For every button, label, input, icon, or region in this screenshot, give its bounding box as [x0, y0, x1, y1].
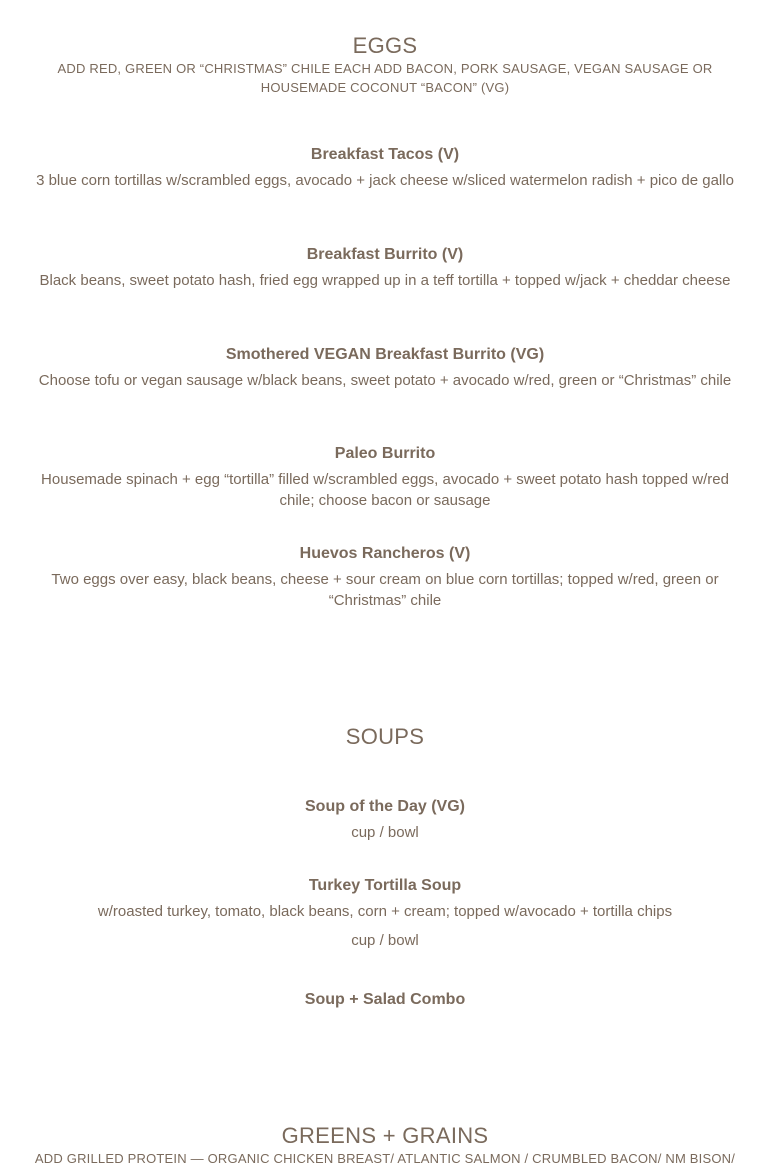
menu-item-description: Housemade spinach + egg “tortilla” filled w/scrambled eggs, avocado + sweet potato hash topped w/red chile; choose bacon or sausage [41, 471, 729, 509]
menu-item-name: Paleo Burrito [334, 445, 436, 462]
menu-item-name: Turkey Tortilla Soup [308, 877, 462, 894]
menu-item-description: 3 blue corn tortillas w/scrambled eggs, avocado + jack cheese w/sliced watermelon radish + pico de gallo [36, 172, 734, 189]
menu-item-size: cup / bowl [351, 824, 419, 841]
menu-item-name: Huevos Rancheros (V) [299, 545, 471, 562]
soups-title: SOUPS [345, 724, 425, 749]
menu-item-name: Breakfast Burrito (V) [306, 246, 464, 263]
eggs-note: ADD RED, GREEN OR “CHRISTMAS” CHILE EACH ADD BACON, PORK SAUSAGE, VEGAN SAUSAGE OR HOUSEMADE COCONUT “BACON” (VG) [57, 61, 713, 95]
menu-item-description: Black beans, sweet potato hash, fried egg wrapped up in a teff tortilla + topped w/jack + cheddar cheese [39, 272, 731, 289]
menu-item-name: Smothered VEGAN Breakfast Burrito (VG) [225, 346, 545, 363]
menu-item-size: cup / bowl [351, 932, 419, 949]
menu-item-name: Soup + Salad Combo [304, 991, 466, 1008]
greens-note: ADD GRILLED PROTEIN — ORGANIC CHICKEN BREAST/ ATLANTIC SALMON / CRUMBLED BACON/ NM BISON/ [34, 1151, 736, 1166]
menu-item-description: w/roasted turkey, tomato, black beans, corn + cream; topped w/avocado + tortilla chips [97, 903, 673, 920]
eggs-title: EGGS [352, 33, 418, 58]
menu-item-name: Soup of the Day (VG) [305, 798, 465, 815]
menu-item-description: Choose tofu or vegan sausage w/black beans, sweet potato + avocado w/red, green or “Christmas” chile [38, 372, 732, 389]
menu-item-name: Breakfast Tacos (V) [310, 146, 460, 163]
menu-item-description: Two eggs over easy, black beans, cheese + sour cream on blue corn tortillas; topped w/red, green or “Christmas” chile [51, 571, 719, 609]
greens-title: GREENS + GRAINS [281, 1123, 489, 1148]
